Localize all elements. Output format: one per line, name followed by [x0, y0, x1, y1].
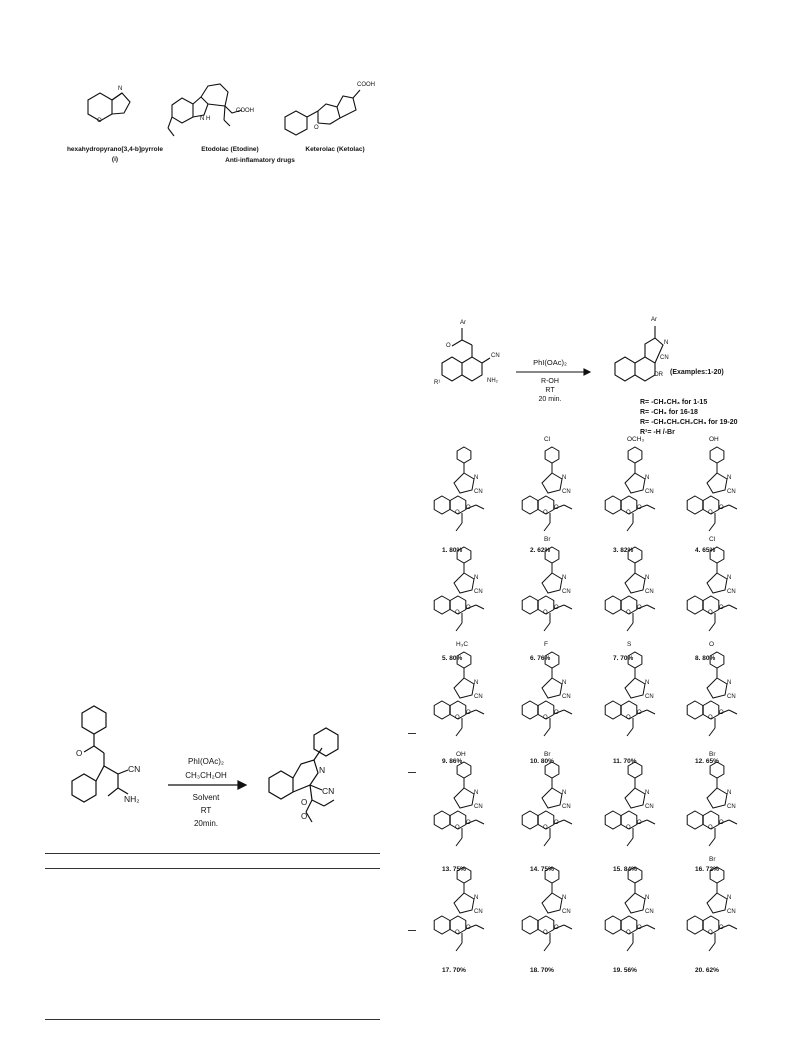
model-reactant-o-label: O [76, 749, 83, 758]
o-atom-label: O [543, 825, 548, 831]
cn-group-label: CN [474, 909, 483, 915]
cn-group-label: CN [562, 489, 571, 495]
n-atom-label: N [562, 790, 567, 796]
n-atom-label: N [727, 475, 732, 481]
o-atom-label: O [455, 825, 460, 831]
substituent-label: OCH₃ [627, 436, 645, 443]
o-atom-label: O [466, 710, 471, 716]
o-atom-label: O [719, 505, 724, 511]
o-atom-label: O [719, 710, 724, 716]
o-atom-label: O [554, 925, 559, 931]
o-atom-label: O [626, 825, 631, 831]
o-atom-label: O [543, 715, 548, 721]
reactant-r1: R¹ [434, 380, 441, 386]
n-atom-label: N [727, 680, 732, 686]
o-atom-label: O [719, 820, 724, 826]
o-atom-label: O [626, 610, 631, 616]
margin-dash [408, 772, 416, 773]
cn-group-label: CN [645, 489, 654, 495]
substituent-label: F [544, 641, 548, 648]
product-yield-label: 6. 76% [530, 655, 551, 662]
substituent-label: OH [456, 751, 466, 758]
o-atom-label: O [637, 605, 642, 611]
reactant-o-label: O [446, 343, 451, 349]
model-temp: RT [200, 806, 212, 815]
examples-note: (Examples:1-20) [670, 369, 724, 376]
model-time: 20min. [193, 819, 218, 828]
product-yield-label: 15. 84% [613, 866, 637, 873]
product-yield-label: 7. 70% [613, 655, 634, 662]
o-atom-label: O [455, 930, 460, 936]
cn-group-label: CN [474, 694, 483, 700]
product-yield-label: 11. 70% [613, 758, 637, 765]
n-atom-label: N [645, 575, 650, 581]
product-or: OR [654, 372, 663, 378]
model-solvent-formula: CH₃CH₂OH [185, 771, 227, 780]
model-product-o-label: O [301, 812, 308, 821]
substituent-label: H₃C [456, 641, 469, 648]
cn-group-label: CN [727, 804, 736, 810]
n-atom-label: N [727, 790, 732, 796]
cn-group-label: CN [562, 694, 571, 700]
ketorolac-name: Keterolac (Ketolac) [305, 146, 365, 153]
cn-group-label: CN [645, 804, 654, 810]
margin-dash [408, 733, 416, 734]
product-yield-label: 14. 75% [530, 866, 554, 873]
model-reactant-nh2: NH₂ [124, 794, 140, 804]
o-atom-label: O [708, 510, 713, 516]
general-alcohol: R-OH [541, 378, 559, 385]
o-atom-label: O [708, 825, 713, 831]
compound-i-id: (i) [111, 156, 119, 163]
product-ar: Ar [651, 317, 657, 323]
figure1-caption: Anti-inflamatory drugs [225, 157, 295, 164]
product-yield-label: 9. 86% [442, 758, 463, 765]
n-atom-label: N [562, 575, 567, 581]
o-atom-label: O [719, 925, 724, 931]
cn-group-label: CN [727, 489, 736, 495]
o-atom-label: O [466, 820, 471, 826]
o-atom-label: O [637, 710, 642, 716]
cn-group-label: CN [727, 589, 736, 595]
table-top-rule [45, 853, 380, 854]
model-solvent-label: Solvent [192, 793, 220, 802]
product-yield-label: 10. 80% [530, 758, 554, 765]
etodolac-acid: COOH [236, 108, 254, 114]
product-yield-label: 20. 62% [695, 967, 719, 974]
cn-group-label: CN [562, 909, 571, 915]
o-atom-label: O [455, 610, 460, 616]
o-atom-label: O [708, 715, 713, 721]
substituent-label: Br [709, 751, 716, 758]
product-yield-label: 18. 70% [530, 967, 554, 974]
etodolac-nh-label: N H [200, 116, 211, 122]
model-product-o-label: O [301, 798, 308, 807]
o-atom-label: O [708, 610, 713, 616]
model-reagent: PhI(OAc)₂ [188, 757, 224, 766]
n-atom-label: N [474, 680, 479, 686]
o-atom-label: O [637, 925, 642, 931]
product-cn: CN [660, 355, 669, 361]
model-reactant-cn: CN [128, 764, 141, 774]
substituent-label: OH [709, 436, 719, 443]
cn-group-label: CN [562, 589, 571, 595]
n-atom-label: N [562, 475, 567, 481]
o-atom-label: O [466, 925, 471, 931]
o-atom-label: O [543, 610, 548, 616]
general-reagent: PhI(OAc)₂ [533, 358, 567, 367]
product-yield-label: 19. 56% [613, 967, 637, 974]
ketorolac-acid: COOH [357, 82, 375, 88]
cn-group-label: CN [562, 804, 571, 810]
cn-group-label: CN [645, 909, 654, 915]
n-atom-label: N [474, 575, 479, 581]
table-header-rule [45, 868, 380, 869]
etodolac-name: Etodolac (Etodine) [201, 146, 259, 153]
o-atom-label: O [719, 605, 724, 611]
product-yield-label: 1. 80% [442, 547, 463, 554]
o-atom-label: O [708, 930, 713, 936]
cn-group-label: CN [474, 589, 483, 595]
o-atom-label: O [466, 505, 471, 511]
margin-dash [408, 930, 416, 931]
compound-i-n-label: N [118, 86, 123, 92]
product-yield-label: 4. 65% [695, 547, 716, 554]
o-atom-label: O [554, 710, 559, 716]
n-atom-label: N [727, 895, 732, 901]
product-yield-label: 2. 62% [530, 547, 551, 554]
table-bottom-rule [45, 1019, 380, 1020]
o-atom-label: O [554, 605, 559, 611]
cn-group-label: CN [645, 694, 654, 700]
general-time: 20 min. [538, 396, 562, 403]
cn-group-label: CN [474, 804, 483, 810]
o-atom-label: O [626, 510, 631, 516]
substituent-label: Cl [544, 436, 551, 443]
n-atom-label: N [562, 895, 567, 901]
n-atom-label: N [645, 680, 650, 686]
o-atom-label: O [626, 930, 631, 936]
o-atom-label: O [637, 820, 642, 826]
product-yield-label: 12. 65% [695, 758, 719, 765]
product-n: N [664, 340, 669, 346]
o-atom-label: O [554, 505, 559, 511]
o-atom-label: O [626, 715, 631, 721]
r-line: R= -CH₃ for 16-18 [640, 409, 698, 416]
r-line: R= -CH₂CH₃ for 1-15 [640, 399, 708, 406]
o-atom-label: O [554, 820, 559, 826]
product-yield-label: 17. 70% [442, 967, 466, 974]
model-product-n: N [319, 765, 326, 775]
product-yield-label: 3. 82% [613, 547, 634, 554]
n-atom-label: N [645, 475, 650, 481]
o-atom-label: O [466, 605, 471, 611]
n-atom-label: N [727, 575, 732, 581]
n-atom-label: N [645, 790, 650, 796]
n-atom-label: N [645, 895, 650, 901]
product-yield-label: 5. 80% [442, 655, 463, 662]
o-atom-label: O [637, 505, 642, 511]
r-line: R¹= -H /-Br [640, 429, 675, 436]
reactant-nh2: NH₂ [487, 378, 498, 384]
o-atom-label: O [543, 930, 548, 936]
n-atom-label: N [474, 475, 479, 481]
reactant-ar: Ar [460, 320, 466, 326]
n-atom-label: N [474, 790, 479, 796]
product-yield-label: 8. 80% [695, 655, 716, 662]
o-atom-label: O [455, 715, 460, 721]
r-line: R= -CH₂CH₂CH₂CH₃ for 19-20 [640, 419, 738, 426]
substituent-label: Cl [709, 536, 716, 543]
ketorolac-o-label: O [314, 125, 319, 131]
n-atom-label: N [562, 680, 567, 686]
substituent-label: Br [544, 751, 551, 758]
o-atom-label: O [455, 510, 460, 516]
model-product-cn: CN [322, 786, 335, 796]
cn-group-label: CN [474, 489, 483, 495]
n-atom-label: N [474, 895, 479, 901]
cn-group-label: CN [727, 909, 736, 915]
product-yield-label: 16. 72% [695, 866, 719, 873]
substituent-label: S [627, 641, 632, 648]
compound-i-name: hexahydropyrano[3,4-b]pyrrole [66, 146, 164, 153]
substituent-label: O [709, 641, 715, 648]
reactant-cn: CN [491, 353, 500, 359]
general-temp: RT [545, 387, 555, 394]
compound-i-o-label: O [97, 118, 102, 124]
substituent-label: Br [544, 536, 551, 543]
o-atom-label: O [543, 510, 548, 516]
substituent-label: Br [709, 856, 716, 863]
cn-group-label: CN [727, 694, 736, 700]
product-yield-label: 13. 75% [442, 866, 466, 873]
cn-group-label: CN [645, 589, 654, 595]
